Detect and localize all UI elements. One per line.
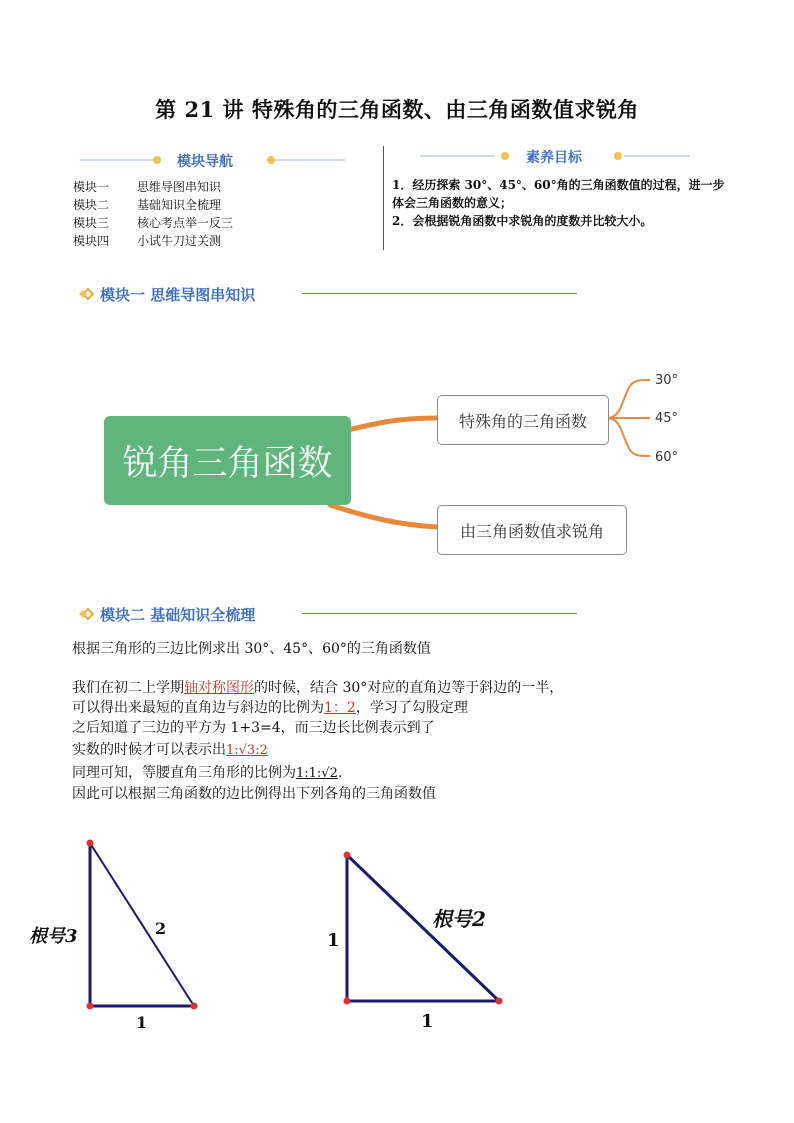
nav-item[interactable]: 模块三 核心考点举一反三 [73,216,234,230]
triangle-30-60-90 [80,835,210,1015]
intro-text: 根据三角形的三边比例求出 30°、45°、60°的三角函数值 [72,641,431,657]
mindmap-leaf-30[interactable]: 30° [655,373,679,388]
triangle1-left-label: 根号3 [29,926,78,947]
goals-heading: 素养目标 [526,150,582,166]
section1-heading: 模块一 思维导图串知识 [100,286,256,304]
column-divider [383,146,384,250]
vertex-point [87,840,94,847]
link-axial-symmetry[interactable]: 轴对称图形 [184,680,254,696]
text-line: 之后知道了三边的平方为 1+3=4，而三边长比例表示到了 [72,720,435,736]
text-line: 同理可知，等腰直角三角形的比例为1:1:√2. [72,765,343,781]
triangle2-bottom-label: 1 [421,1011,434,1032]
text-line: 因此可以根据三角函数的边比例得出下列各角的三角函数值 [72,786,436,802]
text-line: 可以得出来最短的直角边与斜边的比例为1：2，学习了勾股定理 [72,700,468,716]
triangle2-left-label: 1 [327,930,340,951]
section2-heading: 模块二 基础知识全梳理 [100,606,256,624]
page-title: 第 21 讲 特殊角的三角函数、由三角函数值求锐角 [155,97,639,122]
nav-item[interactable]: 模块四 小试牛刀过关测 [73,234,222,248]
section2-rule [302,613,577,614]
mindmap-leaf-60[interactable]: 60° [655,450,679,465]
nav-item[interactable]: 模块二 基础知识全梳理 [73,198,222,212]
mindmap-branch-find-angle[interactable]: 由三角函数值求锐角 [437,505,627,555]
goal-item: 2．会根据锐角函数中求锐角的度数并比较大小。 [392,214,653,228]
vertex-point [344,998,351,1005]
ratio-1-1-sqrt2: 1:1:√2 [296,766,338,781]
goals-list [392,176,732,230]
nav-heading: 模块导航 [177,154,233,170]
triangle1-hyp-label: 2 [155,919,167,938]
ratio-1-sqrt3-2: 1:√3:2 [226,743,268,758]
mindmap-leaf-45[interactable]: 45° [655,411,679,426]
dot-icon [614,152,622,160]
vertex-point [87,1003,94,1010]
text-line: 实数的时候才可以表示出1:√3:2 [72,742,268,758]
nav-list [73,178,233,250]
dot-icon [501,152,509,160]
vertex-point [191,1003,198,1010]
text-line: 我们在初二上学期轴对称图形的时候，结合 30°对应的直角边等于斜边的一半， [72,680,564,696]
diamond-icon [78,286,98,302]
goal-item: 1．经历探索 30°、45°、60°角的三角函数值的过程，进一步体会三角函数的意义； [392,178,725,210]
ratio-1-2: 1：2 [324,700,356,716]
dot-icon [153,156,161,164]
nav-item[interactable]: 模块一 思维导图串知识 [73,180,222,194]
vertex-point [496,998,503,1005]
mindmap-central-node[interactable]: 锐角三角函数 [104,416,351,505]
dot-icon [267,156,275,164]
triangle2-hyp-label: 根号2 [432,907,486,931]
triangle1-bottom-label: 1 [136,1013,148,1032]
mindmap-branch-special-angles[interactable]: 特殊角的三角函数 [437,395,609,445]
section1-rule [302,293,577,294]
vertex-point [344,852,351,859]
explanation-paragraph [72,678,692,804]
diamond-icon [78,606,98,622]
